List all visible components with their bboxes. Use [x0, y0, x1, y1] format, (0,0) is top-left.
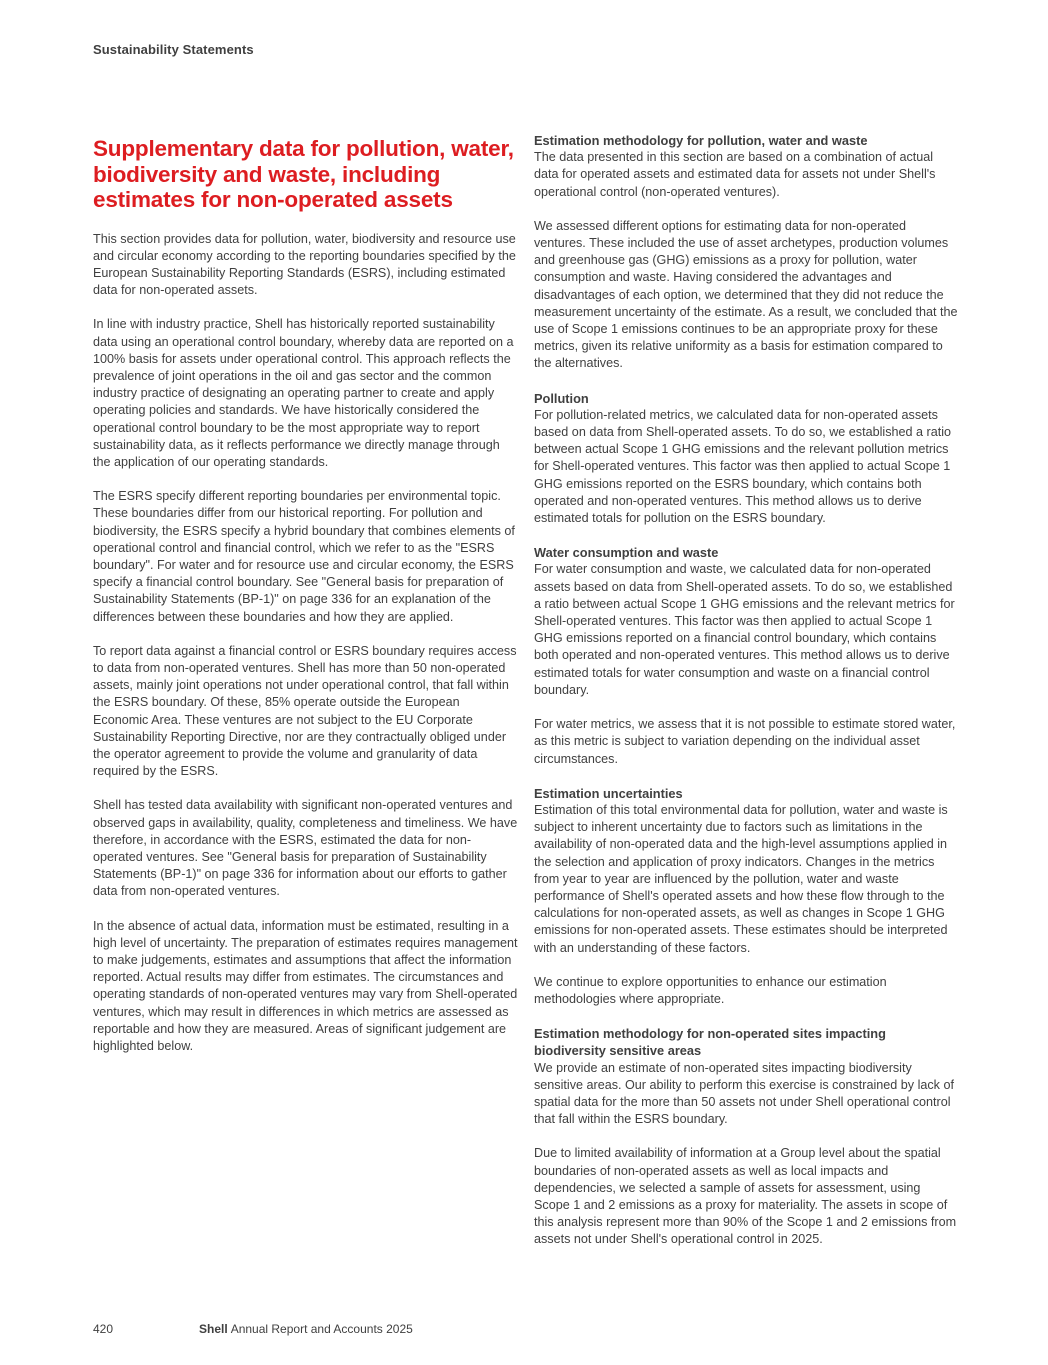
section-heading-estimation-uncertainties: Estimation uncertainties [534, 785, 683, 801]
body-paragraph: This section provides data for pollution, water, biodiversity and resource use and circular economy according to the reporting boundaries specified by the European Sustainability Reporting Standards (ESRS), including estimated data for non-operated assets. [93, 231, 516, 298]
page-number: 420 [93, 1322, 114, 1336]
body-paragraph: We assessed different options for estimating data for non-operated ventures. These included the use of asset archetypes, production volumes and greenhouse gas (GHG) emissions as a proxy for pollution, water consumption and waste. Having considered the advantages and disadvantages of each option, we determined that they did not reduce the measurement uncertainty of the estimate. As a result, we concluded that the use of Scope 1 emissions continues to be an appropriate proxy for these metrics, given its relative uniformity as a basis for estimation compared to the alternatives. [534, 218, 958, 371]
body-paragraph: In the absence of actual data, information must be estimated, resulting in a high level of uncertainty. The preparation of estimates requires management to make judgements, estimates and assumptions that affect the information reported. Actual results may differ from estimates. The circumstances and operating standards of non-operated ventures may vary from Shell-operated ventures, which may result in differences in which metrics are assessed as reportable and how they are measured. Areas of significant judgement are highlighted below. [93, 918, 518, 1054]
body-paragraph: In line with industry practice, Shell has historically reported sustainability data using an operational control boundary, whereby data are reported on a 100% basis for assets under operational control. This approach reflects the prevalence of joint operations in the oil and gas sector and the common industry practice of designating an operating partner to create and apply operating policies and standards. We have historically considered the operational control boundary to be the most appropriate way to report sustainability data, as it reflects performance we directly manage through the application of our operating standards. [93, 317, 514, 469]
body-paragraph: The ESRS specify different reporting boundaries per environmental topic. These boundaries differ from our historical reporting. For pollution and biodiversity, the ESRS specify a hybrid boundary that combines elements of operational control and financial control, which we refer to as the "ESRS boundary". For water and for resource use and circular economy, the ESRS specify a financial control boundary. See "General basis for preparation of Sustainability Statements (BP-1)" on page 336 for an explanation of the differences between these boundaries and how they are applied. [93, 489, 515, 624]
body-paragraph: For water consumption and waste, we calculated data for non-operated assets based on data from Shell-operated assets. To do so, we established a ratio between actual Scope 1 GHG emissions and the relevant metrics for Shell-operated ventures. This factor was then applied to actual Scope 1 GHG emissions reported on a financial control boundary, which contains both operated and non-operated ventures. This method allows us to derive estimated totals for water consumption and waste on a financial control boundary. [534, 562, 955, 697]
body-paragraph: To report data against a financial control or ESRS boundary requires access to data from non-operated ventures. Shell has more than 50 non-operated assets, mainly joint operations not under operational control, that fall within the ESRS boundary. Of these, 85% operate outside the European Economic Area. These ventures are not subject to the EU Corporate Sustainability Reporting Directive, nor are they contractually obliged under the operator agreement to provide the volume and granularity of data required by the ESRS. [93, 643, 517, 779]
left-column [93, 132, 518, 1072]
body-paragraph: For water metrics, we assess that it is not possible to estimate stored water, as this metric is subject to variation depending on the individual asset circumstances. [534, 717, 956, 766]
section-heading-biodiversity-sites: Estimation methodology for non-operated sites impacting biodiversity sensitive areas [534, 1026, 886, 1059]
body-paragraph: Estimation of this total environmental data for pollution, water and waste is subject to inherent uncertainty due to factors such as limitations in the availability of non-operated data and the high-level assumptions applied in the selection and application of proxy indicators. Changes in the metrics from year to year are influenced by the pollution, water and waste performance of Shell's operated assets and how these flow through to the calculations for non-operated assets, as well as changes in Scope 1 GHG emissions for non-operated assets. These estimates should be interpreted with an understanding of these factors. [534, 802, 948, 955]
footer-publication [199, 1322, 413, 1336]
body-paragraph: We continue to explore opportunities to enhance our estimation methodologies where appropriate. [534, 974, 887, 1006]
section-heading-pollution: Pollution [534, 390, 589, 406]
body-paragraph: Shell has tested data availability with significant non-operated ventures and observed gaps in availability, quality, completeness and timeliness. We have therefore, in accordance with the ESRS, estimated the data for non-operated ventures. See "General basis for preparation of Sustainability Statements (BP-1)" on page 336 for information about our efforts to gather data from non-operated ventures. [93, 798, 518, 899]
body-paragraph: We provide an estimate of non-operated sites impacting biodiversity sensitive areas. Our ability to perform this exercise is constrained by lack of spatial data for the more than 50 assets not under Shell operational control that fall within the ESRS boundary. [534, 1060, 954, 1127]
body-paragraph: The data presented in this section are based on a combination of actual data for operated assets and estimated data for assets not under Shell's operational control (non-operated ventures). [534, 150, 936, 199]
page-title: Supplementary data for pollution, water, biodiversity and waste, including estimates for non-operated assets [93, 136, 514, 212]
body-paragraph: Due to limited availability of information at a Group level about the spatial boundaries of non-operated assets as well as local impacts and dependencies, we selected a sample of assets for assessment, using Scope 1 and 2 emissions as a proxy for materiality. The assets in scope of this analysis represent more than 90% of the Scope 1 and 2 emissions from assets not under Shell's operational control in 2025. [534, 1146, 957, 1247]
body-paragraph: For pollution-related metrics, we calculated data for non-operated assets based on data from Shell-operated assets. To do so, we established a ratio between actual Scope 1 GHG emissions and the relevant pollution metrics for Shell-operated ventures. This factor was then applied to actual Scope 1 GHG emissions reported on the ESRS boundary, which contains both operated and non-operated ventures. This method allows us to derive estimated totals for pollution on the ESRS boundary. [534, 407, 952, 526]
right-column [534, 132, 959, 1266]
running-header: Sustainability Statements [93, 42, 254, 57]
footer-publication-title: Annual Report and Accounts 2025 [230, 1322, 413, 1336]
footer-brand-name: Shell [199, 1322, 228, 1336]
section-heading-estimation-methodology: Estimation methodology for pollution, water and waste [534, 133, 868, 148]
section-heading-water-consumption-waste: Water consumption and waste [534, 545, 719, 561]
